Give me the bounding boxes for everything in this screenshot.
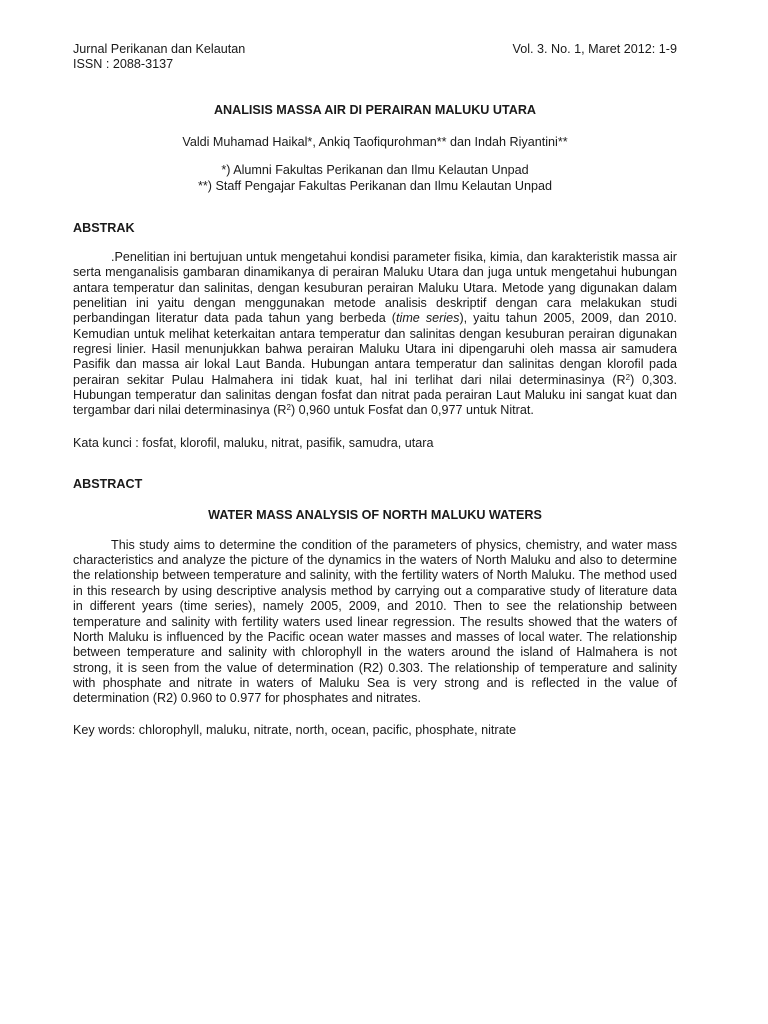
author-affiliations: [73, 163, 677, 194]
running-header: [73, 42, 677, 57]
abstrak-text-part-3: ) 0,303. Hubungan temperatur dan salinitas dengan fosfat dan nitrat pada perairan Laut Maluku ini sangat kuat dan tergambar dari nilai determinasinya (R: [73, 372, 677, 418]
key-words: Key words: chlorophyll, maluku, nitrate, north, ocean, pacific, phosphate, nitrate: [73, 722, 517, 737]
journal-volume: Vol. 3. No. 1, Maret 2012: 1-9: [512, 42, 677, 56]
abstrak-heading: ABSTRAK: [73, 221, 135, 235]
affiliation-staff: **) Staff Pengajar Fakultas Perikanan dan Ilmu Kelautan Unpad: [197, 178, 552, 193]
issn-number: ISSN : 2088-3137: [73, 57, 174, 71]
abstrak-text-part-4: ) 0,960 untuk Fosfat dan 0,977 untuk Nitrat.: [290, 403, 534, 418]
article-title: ANALISIS MASSA AIR DI PERAIRAN MALUKU UTARA: [213, 103, 537, 117]
abstrak-italic-term: time series: [396, 311, 460, 326]
kata-kunci: Kata kunci : fosfat, klorofil, maluku, nitrat, pasifik, samudra, utara: [73, 435, 434, 450]
affiliation-alumni: *) Alumni Fakultas Perikanan dan Ilmu Kelautan Unpad: [221, 163, 529, 177]
superscript-two: 2: [625, 372, 631, 382]
abstrak-text-part-2: ), yaitu tahun 2005, 2009, dan 2010. Kemudian untuk melihat keterkaitan antara temperatur dan salinitas dengan kesuburan perairan digunakan regresi linier. Hasil menunjukkan bahwa perairan Maluku Utara ini dipengaruhi oleh massa air samudera Pasifik dan massa air lokal Laut Banda. Hubungan antara temperatur dan salinitas dengan klorofil pada perairan sekitar Pulau Halmahera ini tidak kuat, hal ini terlihat dari nilai determinasinya (R: [73, 311, 677, 387]
english-title: WATER MASS ANALYSIS OF NORTH MALUKU WATERS: [208, 507, 542, 522]
journal-name: Jurnal Perikanan dan Kelautan: [73, 42, 246, 56]
abstrak-text-part-1: .Penelitian ini bertujuan untuk mengetahui kondisi parameter fisika, kimia, dan karakteristik massa air serta menganalisis gambaran dinamikanya di perairan Maluku Utara dan juga untuk mengetahui hubungan antara temperatur dan salinitas, dengan kesuburan perairan Maluku Utara. Metode yang digunakan dalam penelitian ini yaitu dengan menggunakan metode analisis deskriptif dengan cara melakukan studi perbandingan literatur data pada tahun yang berbeda (: [73, 250, 677, 326]
abstract-heading: ABSTRACT: [73, 476, 143, 491]
page-content: [73, 42, 677, 738]
abstrak-paragraph: [73, 250, 677, 419]
superscript-two: 2: [286, 403, 291, 413]
article-authors: Valdi Muhamad Haikal*, Ankiq Taofiqurohman** dan Indah Riyantini**: [182, 135, 568, 149]
abstract-paragraph: This study aims to determine the condition of the parameters of physics, chemistry, and water mass characteristics and analyze the picture of the dynamics in the waters of North Maluku and also to determine the relationship between temperature and salinity, with the fertility waters of North Maluku. The method used in this research by using descriptive analysis method by carrying out a comparative study of literature data in different years (time series), namely 2005, 2009, and 2010. Then to see the relationship between temperature and salinity with fertility waters used linear regression. The results showed that the waters of North Maluku is influenced by the Pacific ocean water masses and masses of local water. The relationship between temperature and salinity with chlorophyll in the waters around the island of Halmahera is not strong, it is seen from the value of determination (R2) 0.303. The relationship of temperature and salinity with phosphate and nitrate in waters of Maluku Sea is very strong and is reflected in the value of determination (R2) 0.960 to 0.977 for phosphates and nitrates.: [73, 537, 677, 706]
